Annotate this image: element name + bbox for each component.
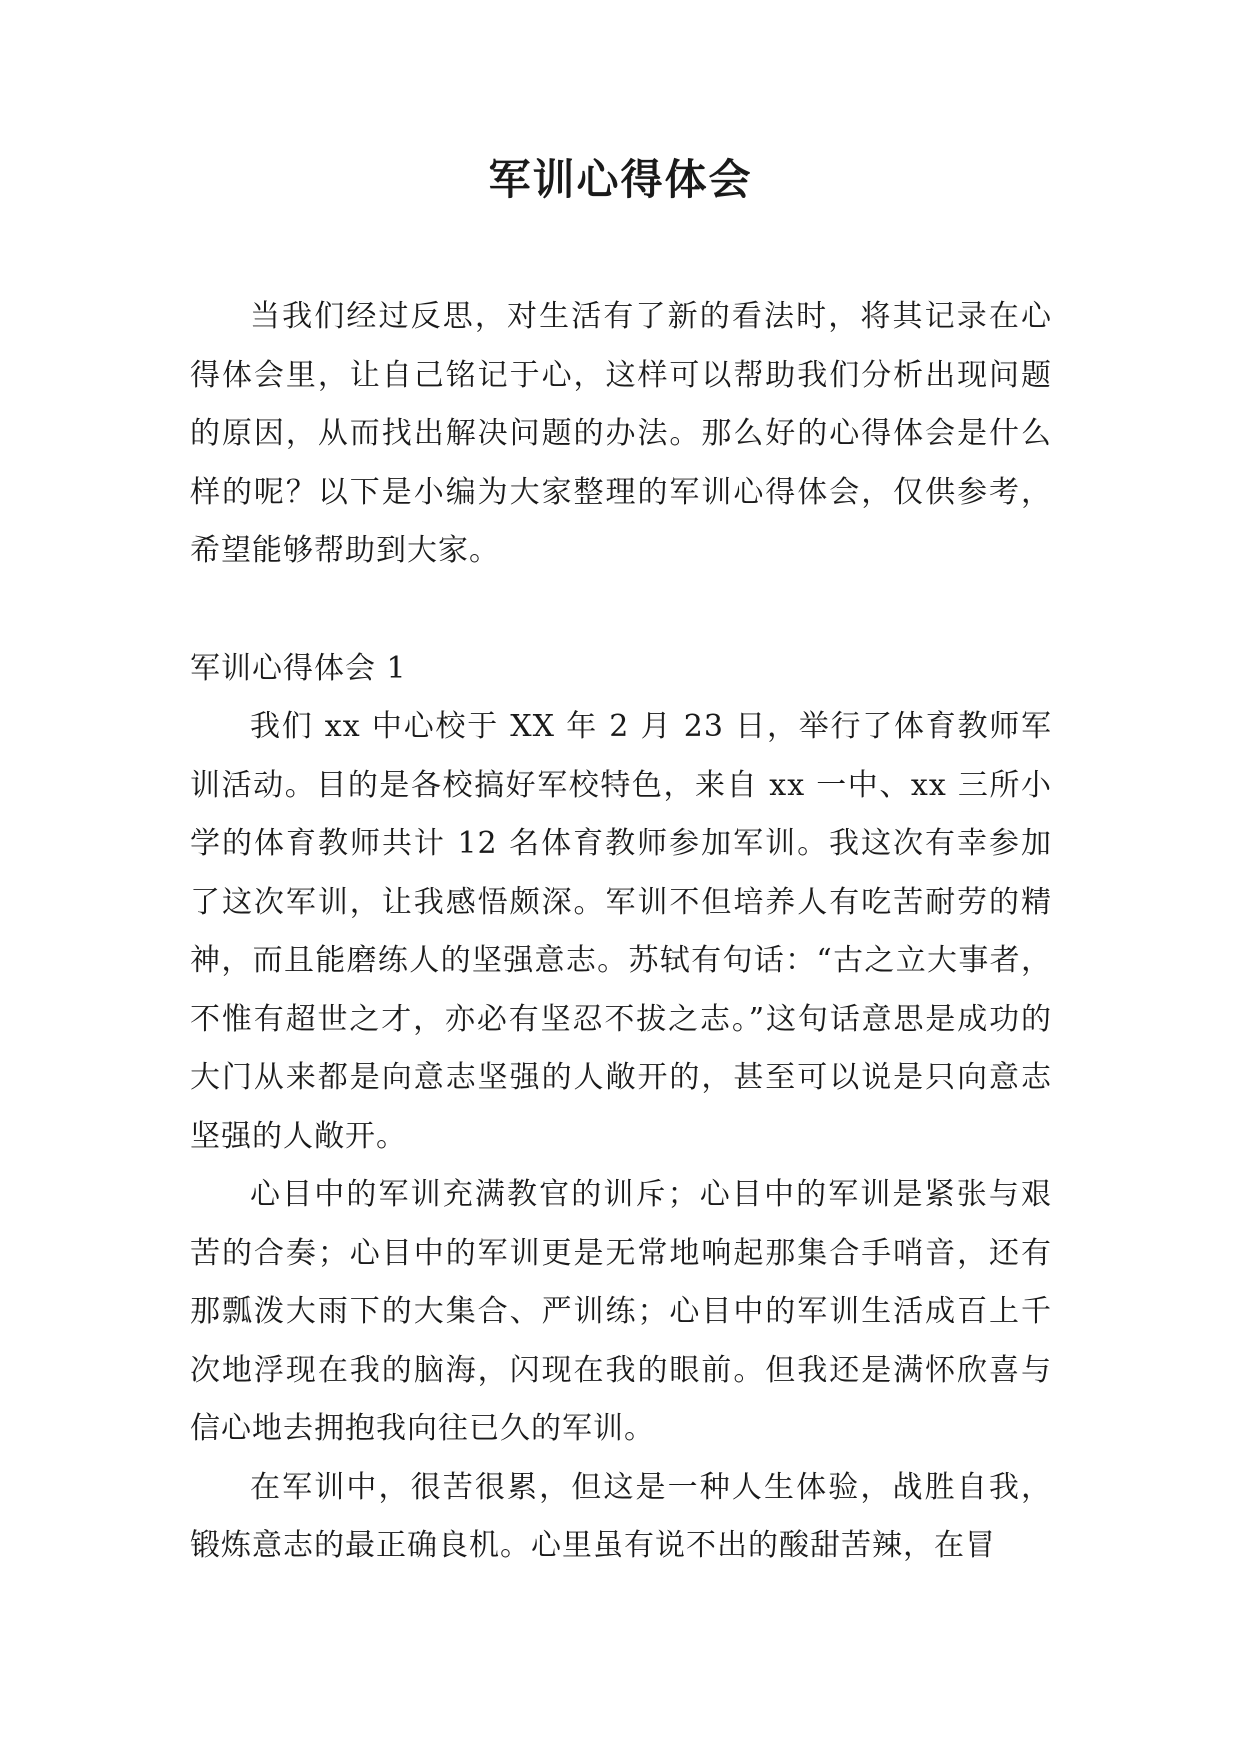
- section-body: [190, 698, 1052, 1576]
- section-paragraph: 在军训中，很苦很累，但这是一种人生体验，战胜自我，锻炼意志的最正确良机。心里虽有说不出的酸甜苦辣，在冒: [190, 1469, 1052, 1563]
- section-paragraph: 心目中的军训充满教官的训斥；心目中的军训是紧张与艰苦的合奏；心目中的军训更是无常地响起那集合手哨音，还有那瓢泼大雨下的大集合、严训练；心目中的军训生活成百上千次地浮现在我的脑海，闪现在我的眼前。但我还是满怀欣喜与信心地去拥抱我向往已久的军训。: [190, 1177, 1052, 1446]
- section-heading: 军训心得体会 1: [190, 651, 407, 686]
- section-paragraph: 我们 xx 中心校于 XX 年 2 月 23 日，举行了体育教师军训活动。目的是各校搞好军校特色，来自 xx 一中、xx 三所小学的体育教师共计 12 名体育教师参加军训。我这次有幸参加了这次军训，让我感悟颇深。军训不但培养人有吃苦耐劳的精神，而且能磨练人的坚强意志。苏轼有句话：“古之立大事者，不惟有超世之才，亦必有坚忍不拔之志。”这句话意思是成功的大门从来都是向意志坚强的人敞开的，甚至可以说是只向意志坚强的人敞开。: [190, 709, 1052, 1154]
- intro-paragraph: 当我们经过反思，对生活有了新的看法时，将其记录在心得体会里，让自己铭记于心，这样可以帮助我们分析出现问题的原因，从而找出解决问题的办法。那么好的心得体会是什么样的呢？以下是小编为大家整理的军训心得体会，仅供参考，希望能够帮助到大家。: [190, 299, 1052, 568]
- document-title: 军训心得体会: [488, 155, 753, 204]
